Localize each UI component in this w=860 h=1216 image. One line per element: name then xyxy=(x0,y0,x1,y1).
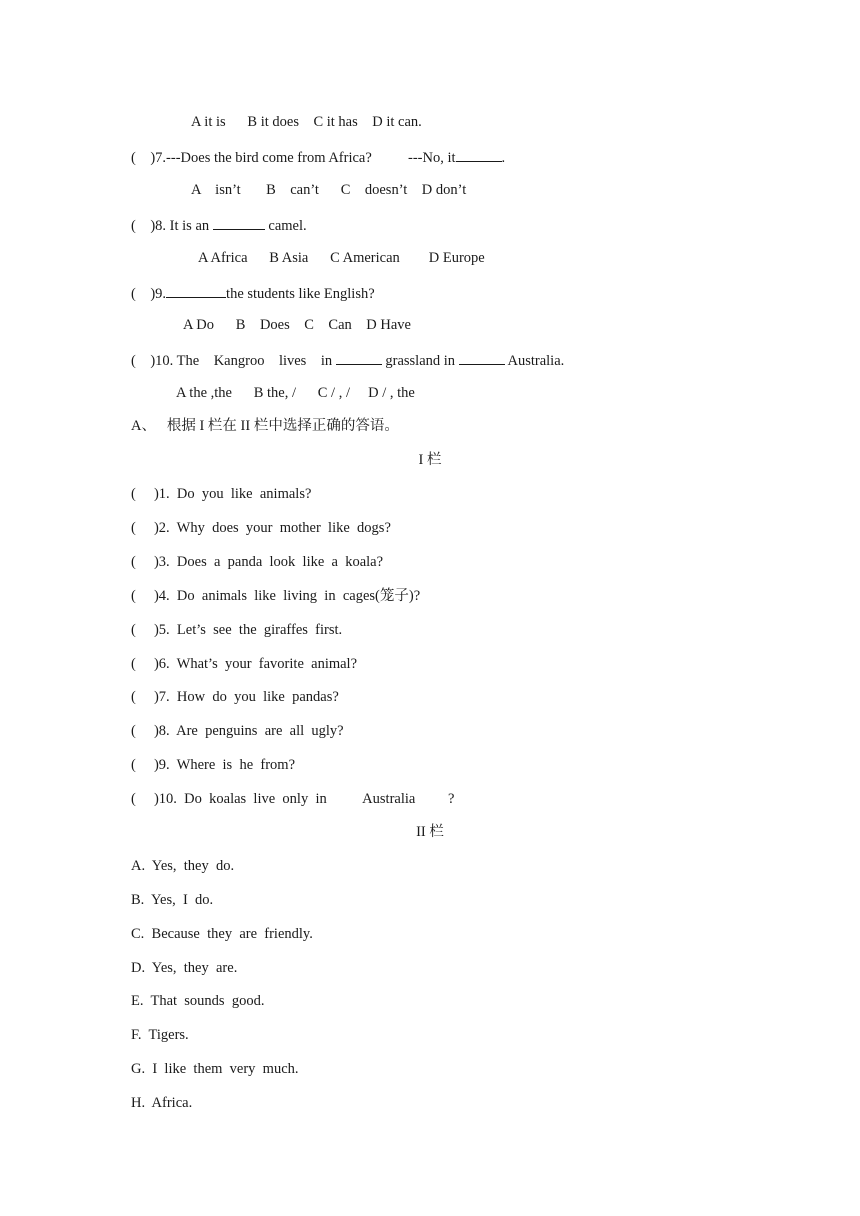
list-item: E. That sounds good. xyxy=(131,993,265,1009)
q6-options: A it is B it does C it has D it can. xyxy=(191,114,422,130)
question-7: ( )7.---Does the bird come from Africa? ---No, it . xyxy=(131,147,505,167)
q10-options: A the ,the B the, / C / , / D / , the xyxy=(176,385,415,401)
answer-paren[interactable]: ( ) xyxy=(131,353,156,369)
list-item: ( )6. What’s your favorite animal? xyxy=(131,656,358,672)
list-item: B. Yes, I do. xyxy=(131,892,214,908)
answer-paren[interactable]: ( ) xyxy=(131,218,156,234)
list-item: F. Tigers. xyxy=(131,1027,189,1043)
list-item: G. I like them very much. xyxy=(131,1061,299,1077)
list-item: ( )5. Let’s see the giraffes first. xyxy=(131,622,343,638)
list-item: H. Africa. xyxy=(131,1095,193,1111)
list-item: D. Yes, they are. xyxy=(131,960,238,976)
column-i-title: I 栏 xyxy=(418,452,442,468)
list-item: ( )1. Do you like animals? xyxy=(131,486,312,502)
blank[interactable] xyxy=(213,215,265,230)
list-item: ( )7. How do you like pandas? xyxy=(131,689,339,705)
question-10: ( )10. The Kangroo lives in grassland in Australia. xyxy=(131,350,564,370)
q7-options: A isn’t B can’t C doesn’t D don’t xyxy=(191,182,467,198)
list-item: C. Because they are friendly. xyxy=(131,926,313,942)
list-item: ( )4. Do animals like living in cages(笼子)? xyxy=(131,588,421,604)
section-heading: A、 根据 I 栏在 II 栏中选择正确的答语。 xyxy=(131,418,399,434)
answer-paren[interactable]: ( ) xyxy=(131,286,156,302)
list-item: ( )2. Why does your mother like dogs? xyxy=(131,520,391,536)
question-stem: 7.---Does the bird come from Africa? ---No, it xyxy=(155,150,456,166)
column-ii-title: II 栏 xyxy=(416,824,444,840)
q9-options: A Do B Does C Can D Have xyxy=(183,317,411,333)
blank[interactable] xyxy=(459,350,505,365)
blank[interactable] xyxy=(166,283,226,298)
question-8: ( )8. It is an camel. xyxy=(131,215,307,235)
question-stem: 9. xyxy=(155,286,167,302)
question-9: ( )9. the students like English? xyxy=(131,283,375,303)
list-item: A. Yes, they do. xyxy=(131,858,235,874)
list-item: ( )10. Do koalas live only in Australia ? xyxy=(131,791,455,807)
list-item: ( )8. Are penguins are all ugly? xyxy=(131,723,344,739)
answer-paren[interactable]: ( ) xyxy=(131,150,156,166)
list-item: ( )3. Does a panda look like a koala? xyxy=(131,554,384,570)
blank[interactable] xyxy=(336,350,382,365)
list-item: ( )9. Where is he from? xyxy=(131,757,296,773)
question-stem: 8. It is an xyxy=(155,218,213,234)
q8-options: A Africa B Asia C American D Europe xyxy=(198,250,485,266)
blank[interactable] xyxy=(456,147,502,162)
question-stem: 10. The Kangroo lives in xyxy=(155,353,336,369)
